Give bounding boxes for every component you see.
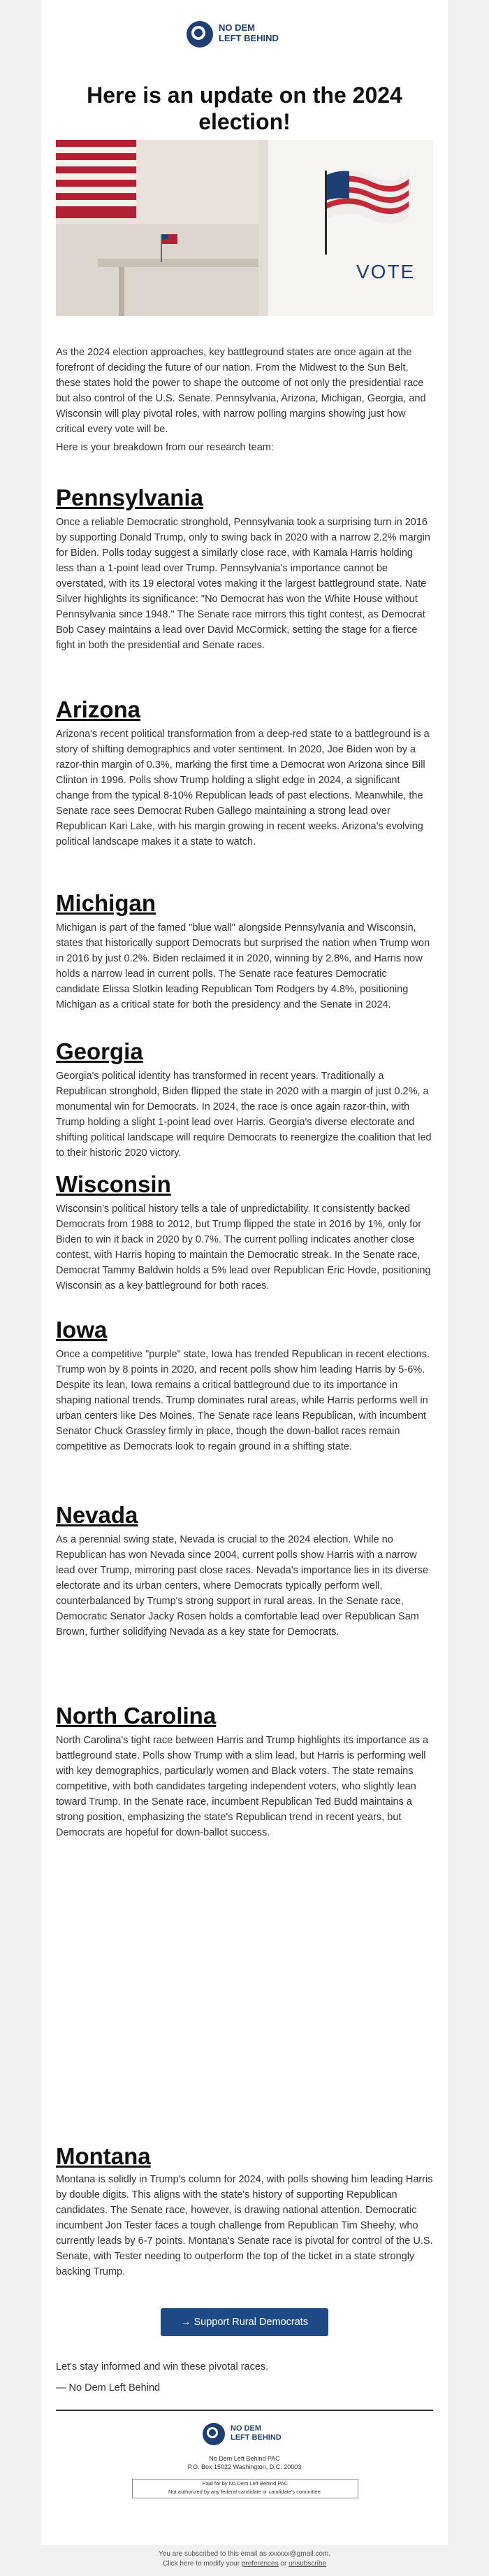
state-body-wisconsin: Wisconsin's political history tells a tale of unpredictability. It consistently backed Democrats from 1988 to 2012, but Trump flipped the state in 2016 by 1%, only for Biden to win it back in 2020 by 0.7%. The current polling indicates another close contest, with Harris hoping to maintain the Democratic streak. In the Senate race, Democrat Tammy Baldwin holds a 5% lead over Republican Eric Hovde, positioning Wisconsin as a key battleground for both races. [56,1203,431,1291]
state-body-nevada: As a perennial swing state, Nevada is crucial to the 2024 election. While no Republican has won Nevada since 2004, current polls show Harris with a narrow lead over Trump, mirroring past close races. Nevada's importance lies in its diverse electorate and its urban centers, where Democrats typically perform well, counterbalanced by Trump's strong support in rural areas. In the Senate race, Democratic Senator Jacky Rosen holds a comfortable lead over Republican Sam Brown, further solidifying Nevada as a key state for Democrats. [56,1534,429,1638]
intro-text: As the 2024 election approaches, key battleground states are once again at the forefront of deciding the future of our nation. From the Midwest to the Sun Belt, these states hold the power to shape the outcome of not only the presidential race but also control of the U.S. Senate. Pennsylvania, Arizona, Michigan, Georgia, and Wisconsin will play pivotal roles, with narrow polling margins showing just how critical every vote will be. [56,347,426,435]
breakdown-text: Here is your breakdown from our research team: [56,442,274,453]
support-rural-democrats-button[interactable]: → Support Rural Democrats [161,2308,328,2336]
state-body-michigan: Michigan is part of the famed "blue wall" alongside Pennsylvania and Wisconsin, states that historically support Democrats but surprised the nation when Trump won in 2016 by just 0.2%. Biden reclaimed it in 2020, winning by 2.8%, and Harris now holds a narrow lead in current polls. The Senate race features Democratic candidate Elissa Slotkin leading Republican Tom Rodgers by 4.8%, positioning Michigan as a critical state for both the presidency and the Senate in 2024. [56,922,430,1010]
manage-prefix: Click here to modify your [162,2560,242,2568]
state-title-nevada: Nevada [56,1502,138,1528]
state-body-pennsylvania: Once a reliable Democratic stronghold, Pennsylvania took a surprising turn in 2016 by supporting Donald Trump, only to swing back in 2020 with a narrow 2.2% margin for Biden. Polls today suggest a similarly close race, with Kamala Harris holding less than a 1-point lead over Trump. Pennsylvania's importance cannot be overstated, with its 19 electoral votes making it the largest battleground state. Nate Silver highlights its significance: "No Democrat has won the White House without Pennsylvania since 1948." The Senate race mirrors this tight contest, as Democrat Bob Casey maintains a lead over David McCormick, setting the stage for a fierce fight in both the presidential and Senate races. [56,517,430,651]
state-title-iowa: Iowa [56,1317,108,1343]
brand-logo-icon [187,21,213,48]
footer-logo-icon [203,2423,225,2445]
state-title-georgia: Georgia [56,1038,143,1064]
subscription-footer [0,2549,489,2569]
state-body-north-carolina: North Carolina's tight race between Harris and Trump highlights its importance as a battleground state. Polls show Trump with a slim lead, but Harris is performing well with key demographics, particularly women and Black voters. The state remains competitive, with both candidates targeting independent voters, who slightly lean toward Trump. In the Senate race, incumbent Republican Ted Budd maintains a strong position, emphasizing the state's Republican trend in recent years, but Democrats are hopeful for down-ballot success. [56,1735,429,1838]
brand-name-line1: NO DEM [219,22,255,33]
signoff-signature: — No Dem Left Behind [56,2382,161,2393]
hero-image [56,140,433,316]
manage-line [0,2559,489,2569]
state-title-michigan: Michigan [56,890,156,916]
state-body-iowa: Once a competitive "purple" state, Iowa has trended Republican in recent elections. Trump won by 8 points in 2020, and recent polls show him leading Harris by 5-6%. Despite its lean, Iowa remains a critical battleground due to its importance in shaping national trends. Trump dominates rural areas, while Harris performs well in urban centers like Des Moines. The Senate race leans Republican, with incumbent Senator Chuck Grassley firmly in place, though the down-ballot races remain competitive as Democrats look to regain ground in a shifting state. [56,1349,430,1452]
manage-or: or [278,2560,289,2568]
footer-brand-line1: NO DEM [231,2424,261,2433]
email-card [41,0,448,2545]
footer-brand-name [231,2424,314,2442]
headline: Here is an update on the 2024 election! [87,83,402,134]
footer-logo [203,2421,307,2456]
footer-brand-line2: LEFT BEHIND [231,2433,282,2442]
footer-address-block [56,2454,433,2471]
brand-name-line2: LEFT BEHIND [219,33,279,43]
paid-for-disclaimer [132,2479,358,2498]
footer-org: No Dem Left Behind PAC [209,2455,280,2462]
brand-logo [187,20,305,64]
state-title-montana: Montana [56,2143,151,2169]
paid-line1: Paid for by No Dem Left Behind PAC [202,2480,289,2486]
footer-address: P.O. Box 15022 Washington, D.C. 20003 [187,2463,302,2470]
footer-divider [56,2410,433,2411]
unsubscribe-link[interactable]: unsubscribe [289,2560,326,2568]
state-title-wisconsin: Wisconsin [56,1171,171,1197]
state-body-montana: Montana is solidly in Trump's column for 2024, with polls showing him leading Harris by double digits. This aligns with the state's history of supporting Republican candidates. The Senate race, however, is drawing national attention. Democratic incumbent Jon Tester faces a tough challenge from Republican Tim Sheehy, who currently leads by 6-7 points. Montana's Senate race is pivotal for control of the U.S. Senate, with Tester needing to outperform the top of the ticket in a state strongly backing Trump. [56,2174,433,2277]
state-title-pennsylvania: Pennsylvania [56,485,203,510]
wall-flag-icon [56,140,136,218]
paid-line2: Not authorized by any federal candidate or candidate's committee. [168,2489,322,2495]
state-title-north-carolina: North Carolina [56,1703,217,1729]
signoff-line: Let's stay informed and win these pivotal races. [56,2361,269,2373]
state-body-georgia: Georgia's political identity has transformed in recent years. Traditionally a Republican stronghold, Biden flipped the state in 2020 with a margin of just 0.2%, a monumental win for Democrats. In 2024, the race is once again razor-thin, with Trump holding a slight 1-point lead over Harris. Georgia's diverse electorate and shifting political landscape will require Democrats to reenergize the coalition that led to their historic 2020 victory. [56,1071,432,1159]
preferences-link[interactable]: preferences [241,2560,279,2568]
ballot-text: VOTE [356,261,416,282]
voting-booth-illustration [56,140,433,316]
brand-name [219,22,302,43]
state-body-arizona: Arizona's recent political transformation from a deep-red state to a battleground is a story of shifting demographics and voter sentiment. In 2020, Joe Biden won by a razor-thin margin of 0.3%, marking the first time a Democrat won Arizona since Bill Clinton in 1996. Polls show Trump holding a slight edge in 2024, a significant change from the typical 8-10% Republican leads of past elections. Meanwhile, the Senate race sees Democrat Ruben Gallego maintaining a strong lead over Republican Kari Lake, with his margin growing in recent weeks. Arizona's evolving political landscape makes it a state to watch. [56,729,430,847]
subscribed-notice: You are subscribed to this email as xxxxxx@gmail.com. [159,2550,330,2558]
state-title-arizona: Arizona [56,696,141,722]
